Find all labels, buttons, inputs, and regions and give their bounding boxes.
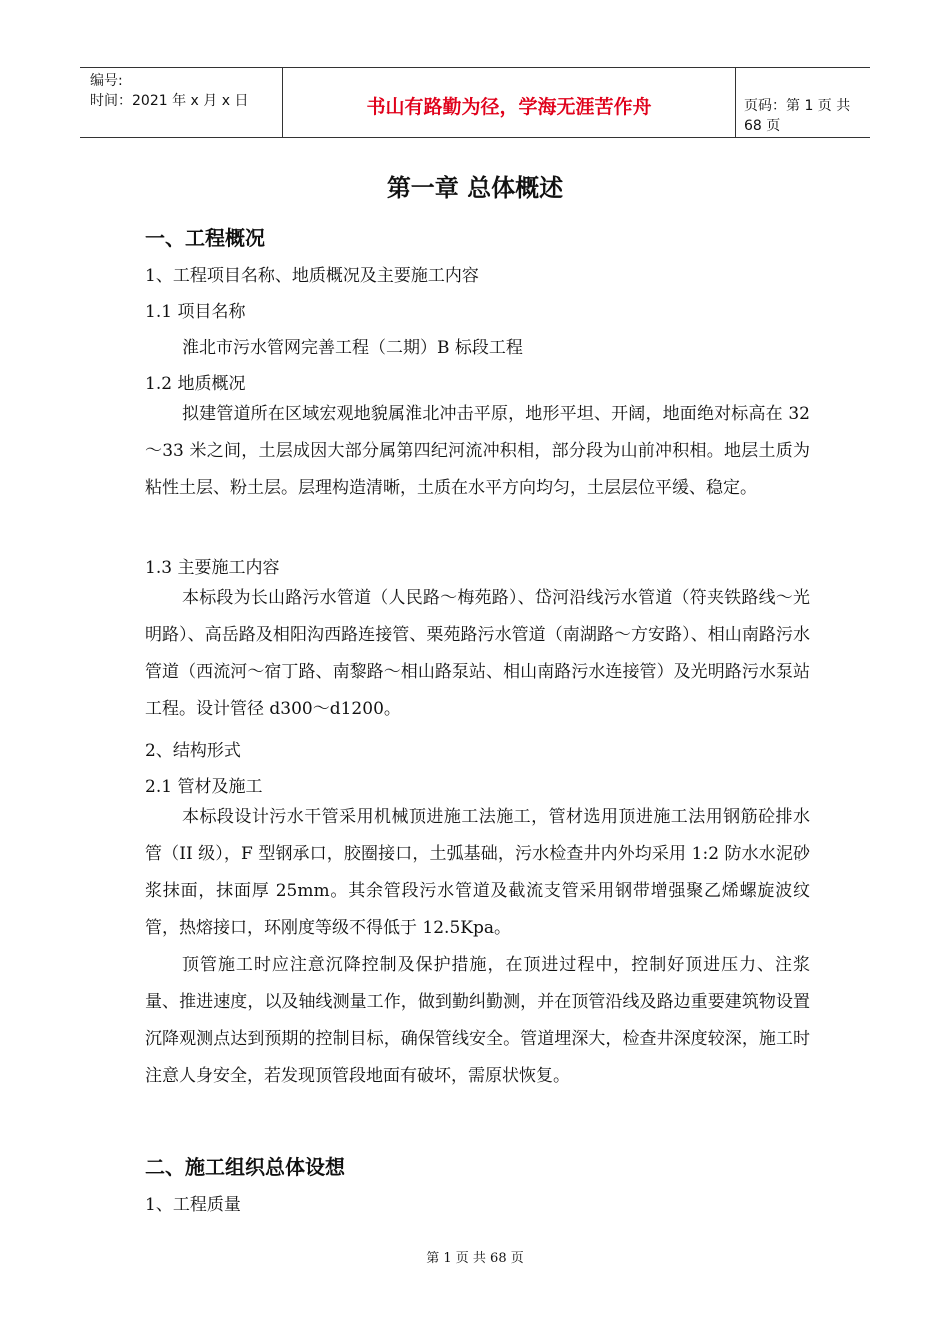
content-paragraph: 本标段为长山路污水管道（人民路～梅苑路）、岱河沿线污水管道（符夹铁路线～光明路）、高岳路及相阳沟西路连接管、栗苑路污水管道（南湖路～方安路）、相山南路污水管道（西流河～宿丁路、南黎路～相山路泵站、相山南路污水连接管）及光明路污水泵站工程。设计管径 d300～d1200。 (145, 588, 810, 719)
geology-paragraph: 拟建管道所在区域宏观地貌属淮北冲击平原，地形平坦、开阔，地面绝对标高在 32～33 米之间，土层成因大部分属第四纪河流冲积相，部分段为山前冲积相。地层土质为粘性土层、粉土层。层理构造清晰，土质在水平方向均匀，土层层位平缓、稳定。 (145, 404, 810, 498)
date-label: 时间：2021 年 x 月 x 日 (90, 93, 249, 109)
motto: 书山有路勤为径，学海无涯苦作舟 (366, 96, 652, 118)
page-footer: 第 1 页 共 68 页 (426, 1251, 524, 1266)
pipe-paragraph-1: 本标段设计污水干管采用机械顶进施工法施工，管材选用顶进施工法用钢筋砼排水管（II 级），F 型钢承口，胶圈接口，土弧基础，污水检查井内外均采用 1:2 防水水泥砂浆抹面，抹面厚 25mm。其余管段污水管道及截流支管采用钢带增强聚乙烯螺旋波纹管，热熔接口，环刚度等级不得低于 12.5Kpa。 (145, 807, 810, 938)
section-heading-1: 一、工程概况 (145, 226, 265, 250)
header-motto-cell (283, 68, 736, 137)
header-table (80, 67, 870, 138)
item-1-3: 1.3 主要施工内容 (145, 558, 280, 578)
item-1-2: 1.2 地质概况 (145, 374, 246, 394)
number-label: 编号: (90, 73, 123, 89)
item-2-1: 2.1 管材及施工 (145, 777, 263, 797)
section-heading-2: 二、施工组织总体设想 (145, 1155, 345, 1179)
pipe-paragraph-2: 顶管施工时应注意沉降控制及保护措施，在顶进过程中，控制好顶进压力、注浆量、推进速度，以及轴线测量工作，做到勤纠勤测，并在顶管沿线及路边重要建筑物设置沉降观测点达到预期的控制目标，确保管线安全。管道埋深大，检查井深度较深，施工时注意人身安全，若发现顶管段地面有破坏，需原状恢复。 (145, 955, 810, 1086)
project-name: 淮北市污水管网完善工程（二期）B 标段工程 (182, 338, 523, 358)
page-info: 页码：第 1 页 共 68 页 (744, 98, 851, 134)
header-page-cell (736, 68, 870, 137)
section2-item-1: 1、工程质量 (145, 1195, 241, 1215)
item-1: 1、工程项目名称、地质概况及主要施工内容 (145, 266, 479, 286)
chapter-title: 第一章 总体概述 (386, 174, 564, 202)
item-2: 2、结构形式 (145, 741, 241, 761)
item-1-1: 1.1 项目名称 (145, 302, 246, 322)
header-meta-cell (80, 68, 283, 137)
